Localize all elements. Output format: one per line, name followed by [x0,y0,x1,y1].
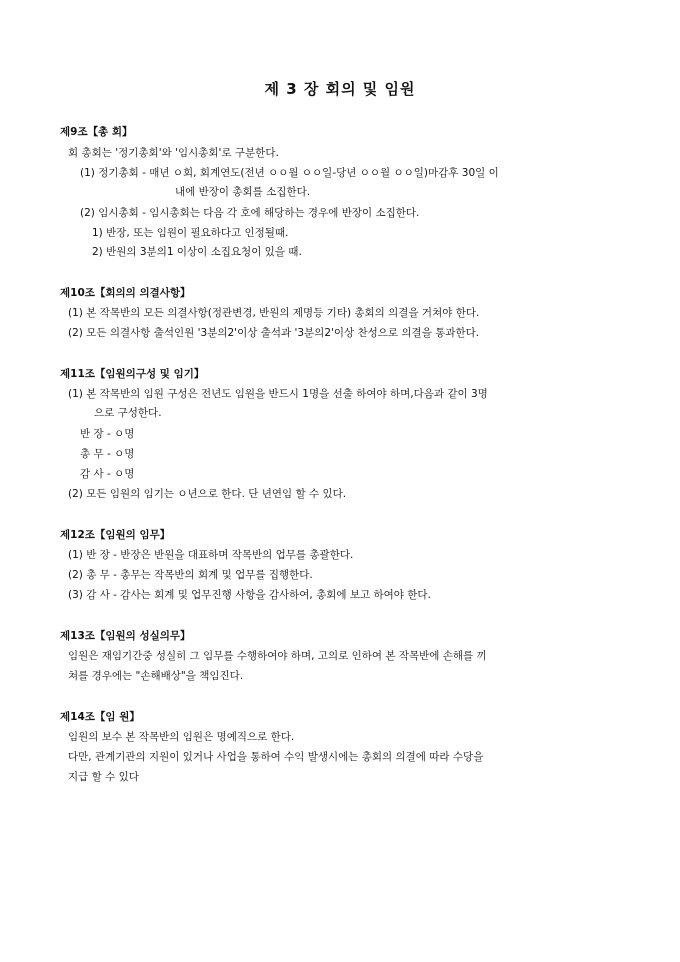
article-9-line-6: 2) 반원의 3분의1 이상이 소집요청이 있을 때. [92,246,302,258]
article-13-line-1: 임원은 재임기간중 성실히 그 임무를 수행하여야 하며, 고의로 인하여 본 작목반에 손해를 끼 [68,650,487,662]
article-9-line-5: 1) 반장, 또는 임원이 필요하다고 인정될때. [92,227,289,239]
article-11-heading: 제11조【임원의구성 및 임기】 [60,368,205,380]
article-9-line-4: (2) 임시총회 - 임시총회는 다음 각 호에 해당하는 경우에 반장이 소집한다. [80,207,420,219]
article-12-line-1: (1) 반 장 - 반장은 반원을 대표하며 작목반의 업무를 총괄한다. [68,549,354,561]
article-10-line-1: (1) 본 작목반의 모든 의결사항(정관변경, 반원의 제명등 기타) 총회의 의결을 거쳐야 한다. [68,307,480,319]
article-10-line-2: (2) 모든 의결사항 출석인원 '3분의2'이상 출석과 '3분의2'이상 찬성으로 의결을 통과한다. [68,327,480,339]
article-12-line-3: (3) 감 사 - 감사는 회계 및 업무진행 사항을 감사하여, 총회에 보고 하여야 한다. [68,589,431,601]
article-11-line-2: 으로 구성한다. [94,407,162,419]
article-13-line-2: 쳐를 경우에는 "손해배상"을 책임진다. [68,670,244,682]
article-12-line-2: (2) 총 무 - 총무는 작목반의 회계 및 업무를 집행한다. [68,569,313,581]
article-14-line-3: 지급 할 수 있다 [68,771,139,783]
article-9-line-2: (1) 정기총회 - 매년 ㅇ회, 회계연도(전년 ㅇㅇ월 ㅇㅇ일-당년 ㅇㅇ월 ㅇㅇ일)마감후 30일 이 [80,167,499,179]
article-11-line-6: (2) 모든 임원의 임기는 ㅇ년으로 한다. 단 년연임 할 수 있다. [68,488,347,500]
article-9-line-3: 내에 반장이 총회를 소집한다. [175,186,311,198]
article-14-line-2: 다만, 관계기관의 지원이 있거나 사업을 통하여 수익 발생시에는 총회의 의결에 따라 수당을 [68,751,484,763]
article-11-line-5: 감 사 - ㅇ명 [80,468,135,480]
article-9-heading: 제9조【총 회】 [60,126,133,138]
article-14-heading: 제14조【임 원】 [60,711,140,723]
article-12-heading: 제12조【임원의 임무】 [60,529,171,541]
article-13-heading: 제13조【임원의 성실의무】 [60,630,191,642]
article-9-line-1: 회 총회는 '정기총회'와 '임시총회'로 구분한다. [68,147,279,159]
article-14-line-1: 임원의 보수 본 작목반의 임원은 명예직으로 한다. [68,731,295,743]
article-11-line-3: 반 장 - ㅇ명 [80,428,135,440]
article-11-line-4: 총 무 - ㅇ명 [80,448,135,460]
article-11-line-1: (1) 본 작목반의 임원 구성은 전년도 임원을 반드시 1명을 선출 하여야 하며,다음과 같이 3명 [68,388,488,400]
chapter-title: 제 3 장 회의 및 임원 [264,80,416,98]
article-10-heading: 제10조【회의의 의결사항】 [60,287,191,299]
